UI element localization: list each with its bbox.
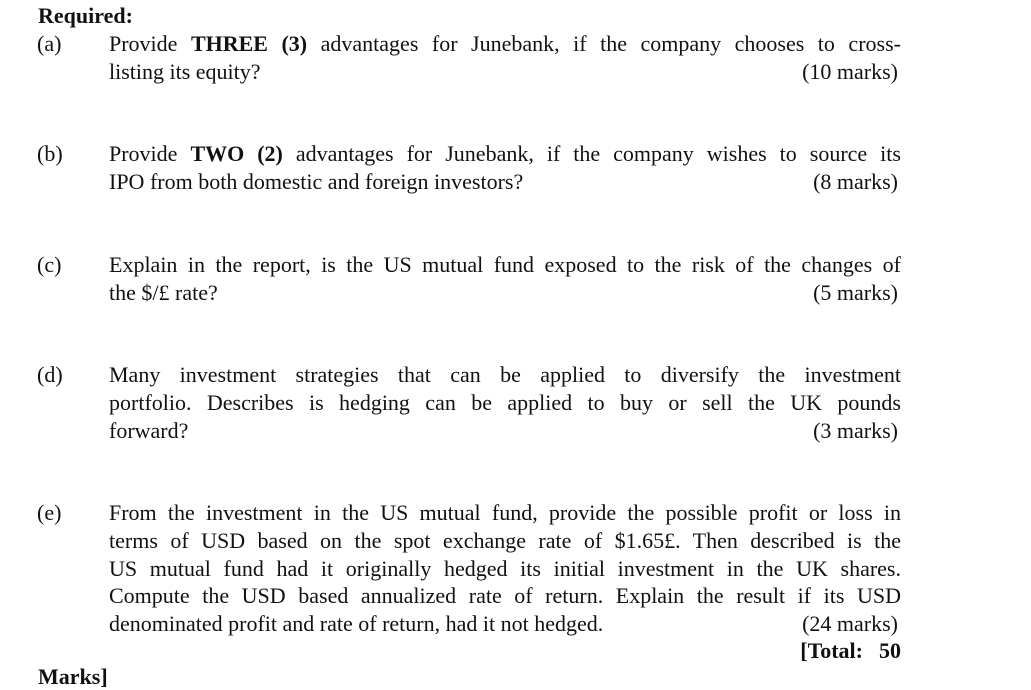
text-run: denominated profit and rate of return, had it not hedged. (109, 611, 604, 637)
marks-label: (5 marks) (813, 279, 898, 305)
marks-label: (24 marks) (802, 611, 898, 637)
question-letter: (c) (37, 252, 62, 277)
question-body (109, 140, 901, 196)
question-line (109, 30, 901, 58)
question-body (109, 30, 901, 86)
text-run: advantages for Junebank, if the company wishes to source its (282, 141, 901, 166)
question-line: Many investment strategies that can be applied to diversify the investment (109, 362, 901, 387)
text-run: IPO from both domestic and foreign investors? (109, 168, 524, 194)
marks-label: (8 marks) (813, 168, 898, 194)
total-marks (800, 637, 901, 664)
question-e (37, 499, 901, 638)
question-letter: (e) (37, 500, 62, 525)
total-value: 50 (879, 638, 901, 663)
text-run: Provide (109, 31, 191, 56)
question-line: From the investment in the US mutual fund, provide the possible profit or loss in (109, 500, 901, 525)
question-last-line (109, 417, 901, 445)
required-heading: Required: (38, 3, 133, 28)
question-last-line (109, 168, 901, 196)
text-run: forward? (109, 417, 189, 443)
question-c (37, 251, 901, 307)
text-run: listing its equity? (109, 58, 261, 84)
text-run: Provide (109, 141, 191, 166)
question-b (37, 140, 901, 196)
marks-label: (3 marks) (813, 417, 898, 443)
question-body (109, 251, 901, 307)
bold-text-run: TWO (2) (190, 141, 283, 166)
question-last-line (109, 58, 901, 86)
question-line: portfolio. Describes is hedging can be applied to buy or sell the UK pounds (109, 389, 901, 415)
text-run: advantages for Junebank, if the company chooses to cross- (307, 31, 901, 56)
question-letter: (d) (37, 362, 63, 387)
bold-text-run: THREE (3) (190, 31, 308, 56)
text-run: the $/£ rate? (109, 279, 218, 305)
question-line: US mutual fund had it originally hedged its initial investment in the UK shares. (109, 555, 901, 581)
question-d (37, 361, 901, 444)
question-body (109, 361, 901, 444)
question-line: Explain in the report, is the US mutual fund exposed to the risk of the changes of (109, 252, 901, 277)
marks-label: (10 marks) (802, 58, 898, 84)
footer-partial-text: Marks] (38, 664, 108, 689)
question-line (109, 140, 901, 168)
question-letter: (b) (37, 141, 63, 166)
question-body (109, 499, 901, 638)
total-label: [Total: (800, 638, 863, 663)
question-line: terms of USD based on the spot exchange rate of $1.65£. Then described is the (109, 527, 901, 553)
question-line: Compute the USD based annualized rate of return. Explain the result if its USD (109, 583, 901, 609)
question-a (37, 30, 901, 86)
question-last-line (109, 279, 901, 307)
question-letter: (a) (37, 31, 62, 56)
question-last-line (109, 610, 901, 638)
